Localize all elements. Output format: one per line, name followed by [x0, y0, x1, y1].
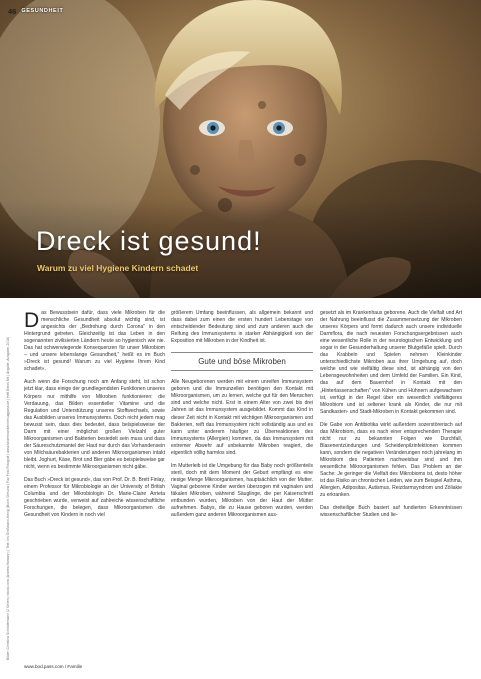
photo-credit-text: Bilder: Christina Schrödermann (2 Seiten): istock.com (Andrea Hamann) | Text: Iris Großmann-Kenig (Buch: Gesund | Faz Foto Fotograf | www.kinderkrankenheit.tagpass.de | Heft Emos Mit | Angabe, Ausgabe, 2018)	[6, 336, 10, 660]
running-header	[8, 5, 63, 17]
article-subtitle: Warum zu viel Hygiene Kindern schadet	[37, 263, 199, 273]
section-label: GESUNDHEIT	[21, 8, 64, 14]
text-column-1	[24, 310, 165, 662]
paragraph-text: as Bewusstsein dafür, dass viele Mikroben für die menschliche Gesundheit absolut wichtig sind, ist angesichts der „Bedrohung durch Corona" in den Hintergrund getreten. Gleichzeitig ist das Leben in den sogenannten zivilisierten Ländern heute so hygienisch wie nie. Das hat schwerwiegende Konsequenzen für unser Mikrobiom – und unsere lebenslange Gesundheit," heißt es im Buch »Dreck ist gesund! Warum zu viel Hygiene Ihrem Kind schadet«.	[24, 310, 165, 373]
paragraph: Im Mutterleib ist die Umgebung für das Baby noch größtenteils steril, doch mit dem Moment der Geburt empfängt es eine riesige Menge Mikroorganismen, hauptsächlich von der Mutter. Vaginal geborene Kinder werden überzogen mit vaginalen und fäkalen Mikroben, während Säuglinge, die per Kaiserschnitt entbunden wurden, Mikroben von der Haut der Mütter aufnehmen. Babys, die zu Hause geboren wurden, werden außerdem ganz anderen Mikroorganismen aus-	[171, 462, 313, 519]
drop-cap: D	[24, 310, 40, 332]
paragraph: Auch wenn die Forschung noch am Anfang steht, ist schon jetzt klar, dass einige der grundlegendsten Funktionen unseres Körpers nur mithilfe von Mikroben funktionieren: die Verdauung, das Bilden essentieller Vitamine und die Regulation und Unterstützung unseres Stoffwechsels, sowie das Ausbilden unseres Immunsystems. Doch nicht jedem mag bewusst sein, dass dies bedeutet, dass beispielsweise der Darm mit einer möglichst großen Vielzahl guter Mikroorganismen und Bakterien besiedelt sein muss und dass der Säureschutzmantel der Haut nur durch das Vorhandensein von Milchsäurebakterien und anderen Mikroorganismen intakt bleibt. Joghurt, Käse, Brot und Bier gäbe es beispielsweise gar nicht, wenn es bestimmte Mikroorganismen nicht gäbe.	[24, 379, 165, 470]
paragraph	[24, 310, 165, 373]
subheading: Gute und böse Mikroben	[171, 352, 313, 371]
paragraph: Das Buch »Dreck ist gesund«, das von Prof. Dr. B. Brett Finlay, einem Professor für Mikrobiologie an der University of British Columbia und der Mikrobiologin Dr. Marie-Claire Arrieta geschrieben wurde, verweist auf zahlreiche wissenschaftliche Forschungen, die belegen, dass Mikroorganismen die Gesundheit von Kindern in noch viel	[24, 477, 165, 519]
paragraph: größerem Umfang beeinflussen, als allgemein bekannt und dass dabei zum einen die ersten hundert Lebenstage von entscheidender Bedeutung sind und zum anderen auch die Reifung des Immunsystems in starker Abhängigkeit von der Exposition mit Mikroben in der Kindheit ist.	[171, 310, 313, 345]
paragraph: Das dreiteilige Buch basiert auf fundierten Erkenntnissen wissenschaftlicher Studien und lie-	[320, 505, 462, 519]
text-column-3	[320, 310, 462, 662]
photo-credit	[0, 300, 10, 660]
paragraph: Alle Neugeborenen werden mit einem unreifen Immunsystem geboren und die Immunzellen benötigen den Kontakt mit Mikroorganismen, um zu lernen, welche gut für den Menschen sind und welche nicht. Erst in einem Alter von zwei bis drei Jahren ist das Immunsystem ausgebildet. Kommt das Kind in dieser Zeit nicht in Kontakt mit wichtigen Mikroorganismen und Bakterien, reift das Immunsystem nicht vollständig aus und es kann unter anderem häufiger zu Überreaktionen des Immunsystems (Allergien) kommen, da das Immunsystem mit extremer Abwehr auf unbekannte Mikroben reagiert, die eigentlich völlig harmlos sind.	[171, 379, 313, 456]
page-number: 46	[8, 6, 17, 16]
text-column-2	[171, 310, 313, 662]
article-title: Dreck ist gesund!	[36, 226, 262, 256]
footer-url: www.bod.pass.com / Familie	[24, 664, 83, 669]
paragraph: Die Gabe von Antibiotika wirkt außerdem sozerstörerisch auf das Mikrobiom, dass es nach einer entsprechenden Therapie nicht nur zu bekannten Folgen wie Durchfall, Blasenentzündungen und Scheidenpilzinfektionen kommen kann, sondern die negativen Veränderungen noch jahrelang im Mikrobiom des Patienten nachweisbar sind und ihm wesentliche Mikroorganismen fehlen. Das Problem an der Sache: Je geringer die Vielfalt des Mikrobioms ist, desto höher ist das Risiko an chronischen Leiden, wie zum Beispiel Asthma, Allergien, Adipositas, Autismus, Reizdarmsyndrom und Zöliakie zu erkranken.	[320, 421, 462, 499]
paragraph: gesetzt als im Krankenhaus geborene. Auch die Vielfalt und Art der Nahrung beeinflusst die Zusammensetzung der Mikroben unseres Körpers und formt dadurch auch unsere individuelle Darmflora, die nach neuesten Forschungsergebnissen auch eine wesentliche Rolle in der neurologischen Entwicklung und sogar in der Gesunderhaltung unserer Blutgefäße spielt. Durch das Krabbeln und Spielen nehmen Kleinkinder unterschiedlichste Mikroben aus ihrer Umgebung auf, doch welche und wie vielfältig diese sind, ist abhängig von den Lebensgewohnheiten und dem Umfeld der Familien. Ein Kind, das auf dem Bauernhof in Kontakt mit den „Hinterlassenschaften" von Kühen und Hühnern aufgewachsen ist, verfügt in der Regel über ein wesentlich vielfältigeres Mikrobiom und ist seltener krank als Kinder, die nur mit Sandkasten- und Stadt-Mikroben in Kontakt gekommen sind.	[320, 310, 462, 415]
